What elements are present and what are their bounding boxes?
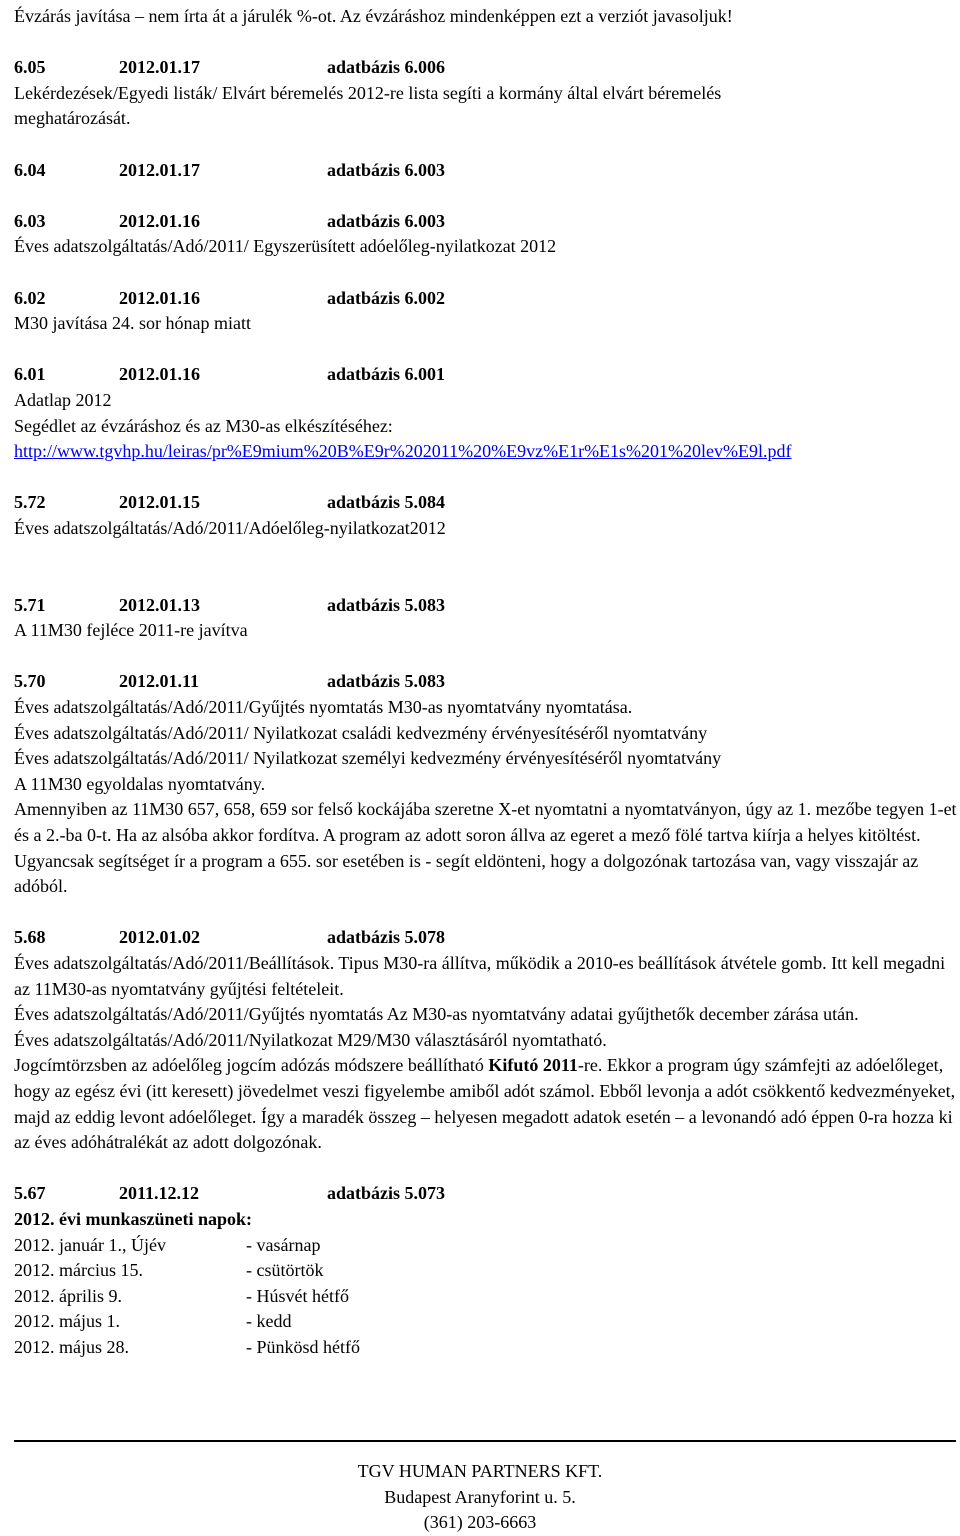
holiday-row [14,1309,958,1335]
entry-date: 2012.01.13 [119,594,200,615]
entry-db: adatbázis 5.084 [327,492,446,513]
entry-version: 6.05 [14,57,46,78]
entry-header-6-03 [14,209,958,235]
entry-paragraph: Ugyancsak segítséget ír a program a 655. sor esetében is - segít eldönteni, hogy a dolgozónak tartozása van, vagy visszajár az adóból. [14,850,919,897]
entry-date: 2012.01.16 [119,364,200,385]
entry-header-6-05 [14,55,958,81]
holiday-day: - csütörtök [246,1260,324,1281]
entry-db: adatbázis 5.073 [327,1183,446,1204]
holiday-row [14,1233,958,1259]
entry-db: adatbázis 5.083 [327,671,446,692]
entry-db: adatbázis 6.003 [327,210,446,231]
holiday-row [14,1284,958,1310]
entry-db: adatbázis 5.078 [327,927,446,948]
entry-date: 2012.01.02 [119,927,200,948]
guide-pdf-link[interactable]: http://www.tgvhp.hu/leiras/pr%E9mium%20B%E9r%202011%20%E9vz%E1r%E1s%201%20lev%E9l.pdf [14,441,792,462]
entry-version: 6.03 [14,210,46,231]
entry-line: Éves adatszolgáltatás/Adó/2011/ Nyilatkozat családi kedvezmény érvényesítéséről nyomtatvány [14,722,708,743]
entry-text: -re. Ekkor a program úgy számfejti az adóelőleget, hogy az egész évi (itt keresett) jövedelmet veszi figyelembe amiből adót számol. Ebből levonja a adót csökkentő kedvezményeket, majd az eddig levont adóelőleget. Így a maradék összeg – helyesen megadott adatok esetén – a levonandó adó éppen 0-ra hozza ki az éves adóhátralékát az adott dolgozónak. [14,1055,956,1153]
entry-version: 6.01 [14,364,46,385]
entry-line: Segédlet az évzáráshoz és az M30-as elkészítéséhez: [14,415,393,436]
entry-line: Lekérdezések/Egyedi listák/ Elvárt béremelés 2012-re lista segíti a kormány által elvárt béremelés [14,82,722,103]
entry-db: adatbázis 6.002 [327,287,446,308]
entry-paragraph: Éves adatszolgáltatás/Adó/2011/Nyilatkozat M29/M30 választásáról nyomtatható. [14,1029,607,1050]
entry-version: 6.04 [14,159,46,180]
entry-line: meghatározását. [14,108,131,129]
holiday-day: - vasárnap [246,1234,321,1255]
entry-line: Éves adatszolgáltatás/Adó/2011/Adóelőleg-nyilatkozat2012 [14,517,446,538]
holiday-row [14,1335,958,1361]
holiday-date: 2012. január 1., Újév [14,1234,166,1255]
holiday-date: 2012. május 1. [14,1311,120,1332]
entry-header-5-71 [14,593,958,619]
entry-version: 5.70 [14,671,46,692]
entry-header-6-01 [14,362,958,388]
entry-header-5-68 [14,925,958,951]
entry-paragraph: Amennyiben az 11M30 657, 658, 659 sor felső kockájába szeretne X-et nyomtatni a nyomtatványon, úgy az 1. mezőbe tegyen 1-et és a 2.-ba 0-t. Ha az alsóba akkor fordítva. A program az adott soron állva az egeret a mező fölé tartva kiírja a helyes kitöltést. [14,799,957,845]
entry-paragraph: Éves adatszolgáltatás/Adó/2011/Beállítások. Tipus M30-ra állítva, működik a 2010-es beállítások átvétele gomb. Itt kell megadni az 11M30-as nyomtatvány gyűjtési feltételeit. [14,952,946,999]
holiday-date: 2012. május 28. [14,1336,129,1357]
holiday-date: 2012. április 9. [14,1285,122,1306]
entry-version: 6.02 [14,287,46,308]
entry-line: Éves adatszolgáltatás/Adó/2011/ Nyilatkozat személyi kedvezmény érvényesítéséről nyomtatvány [14,748,722,769]
holiday-date: 2012. március 15. [14,1260,143,1281]
entry-version: 5.72 [14,492,46,513]
entry-paragraph: Éves adatszolgáltatás/Adó/2011/Gyűjtés nyomtatás Az M30-as nyomtatvány adatai gyűjthetők december zárása után. [14,1004,859,1025]
entry-line: A 11M30 fejléce 2011-re javítva [14,620,248,641]
entry-db: adatbázis 6.003 [327,159,446,180]
entry-line: Éves adatszolgáltatás/Adó/2011/Gyűjtés nyomtatás M30-as nyomtatvány nyomtatása. [14,697,633,718]
entry-header-5-67 [14,1181,958,1207]
entry-date: 2012.01.11 [119,671,200,692]
entry-date: 2012.01.17 [119,57,200,78]
entry-date: 2012.01.15 [119,492,200,513]
entry-db: adatbázis 6.006 [327,57,446,78]
entry-line: Éves adatszolgáltatás/Adó/2011/ Egyszerüsített adóelőleg-nyilatkozat 2012 [14,236,557,257]
holiday-row [14,1258,958,1284]
entry-date: 2012.01.16 [119,210,200,231]
entry-version: 5.67 [14,1183,46,1204]
entry-date: 2012.01.16 [119,287,200,308]
holiday-day: - Pünkösd hétfő [246,1336,360,1357]
changelog-document [14,4,958,1360]
footer-company: TGV HUMAN PARTNERS KFT. [357,1461,603,1481]
entry-date: 2012.01.17 [119,159,200,180]
entry-header-6-02 [14,286,958,312]
entry-db: adatbázis 5.083 [327,594,446,615]
holiday-day: - Húsvét hétfő [246,1285,349,1306]
entry-version: 5.71 [14,594,46,615]
entry-line: M30 javítása 24. sor hónap miatt [14,313,251,334]
page-footer [0,1459,960,1536]
entry-paragraph [14,1053,958,1155]
entry-line: Adatlap 2012 [14,389,112,410]
holiday-day: - kedd [246,1311,292,1332]
footer-address: Budapest Aranyforint u. 5. [384,1486,576,1507]
entry-line: A 11M30 egyoldalas nyomtatvány. [14,773,266,794]
footer-divider [14,1440,956,1442]
entry-header-6-04 [14,158,958,184]
entry-header-5-70 [14,669,958,695]
entry-version: 5.68 [14,927,46,948]
footer-phone: (361) 203-6663 [423,1512,537,1533]
entry-text: Jogcímtörzsben az adóelőleg jogcím adózás módszere beállítható [14,1055,489,1076]
holidays-heading: 2012. évi munkaszüneti napok: [14,1208,253,1229]
entry-bold-text: Kifutó 2011 [488,1055,578,1076]
entry-header-5-72 [14,490,958,516]
intro-text: Évzárás javítása – nem írta át a járulék %-ot. Az évzáráshoz mindenképpen ezt a verziót javasoljuk! [14,6,733,26]
entry-db: adatbázis 6.001 [327,364,446,385]
entry-date: 2011.12.12 [119,1183,200,1204]
